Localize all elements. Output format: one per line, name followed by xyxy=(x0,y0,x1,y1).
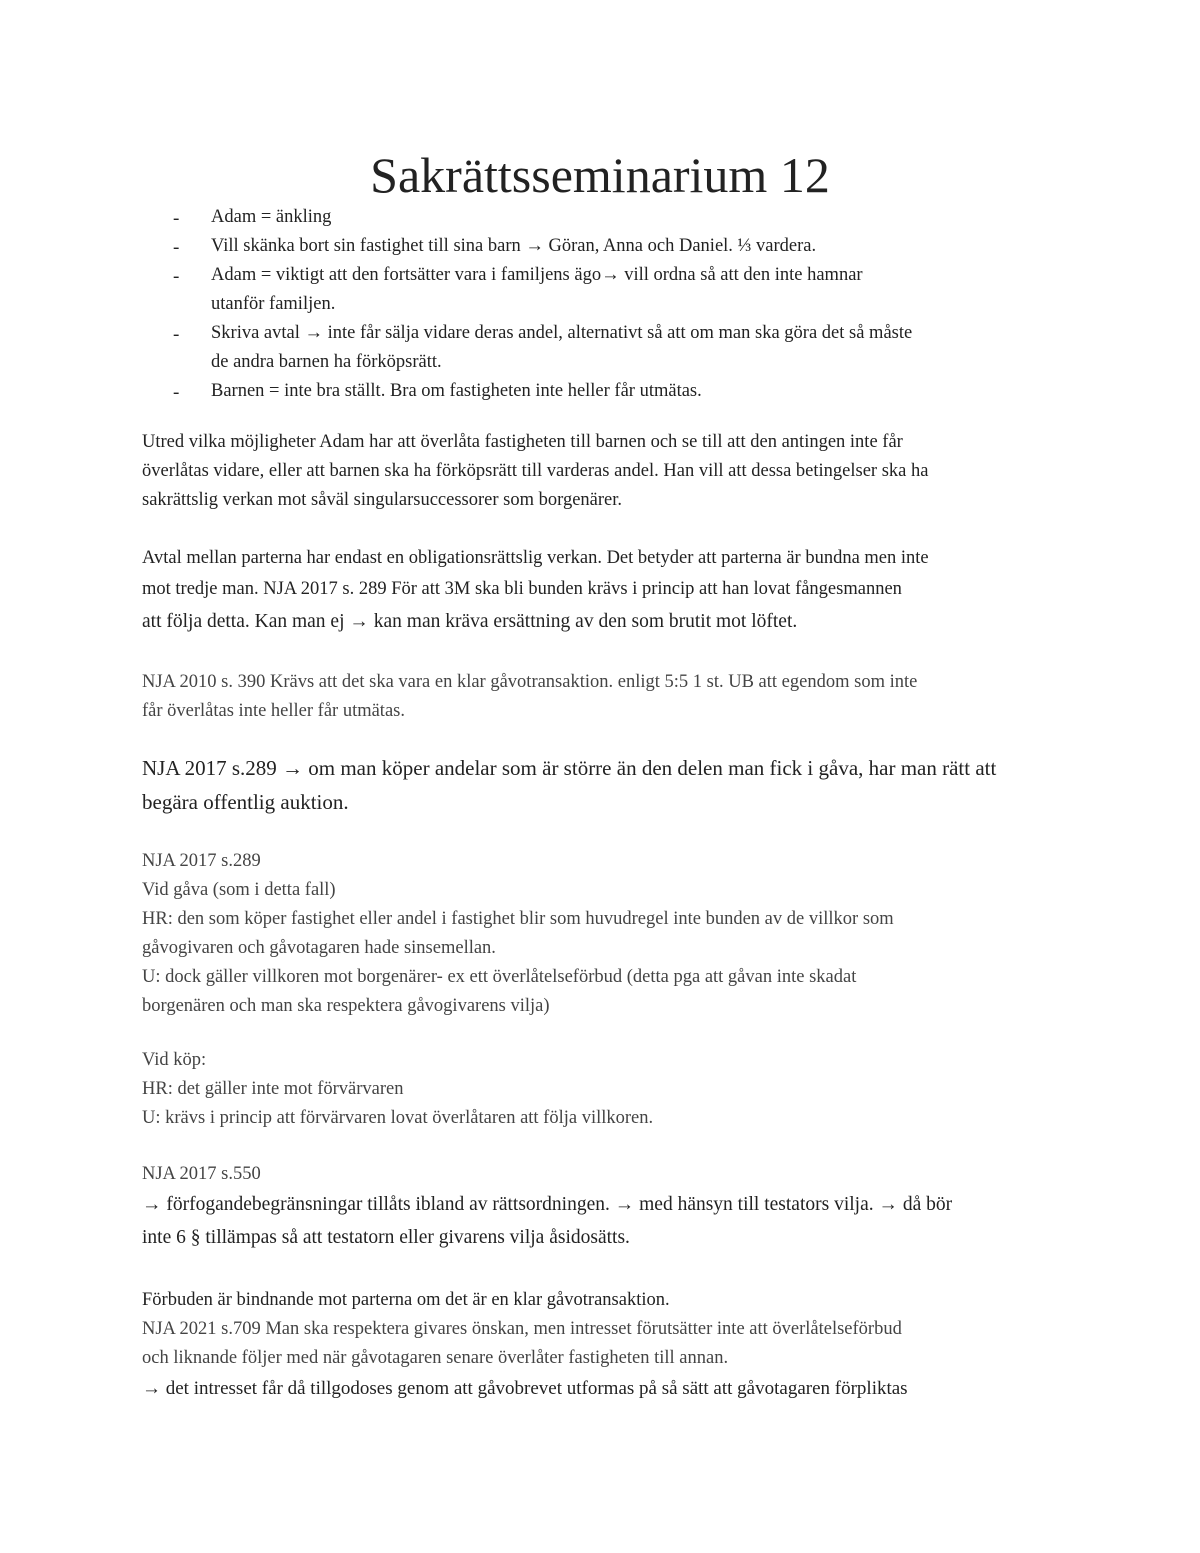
paragraph-line: inte 6 § tillämpas så att testatorn eller givarens vilja åsidosätts. xyxy=(142,1227,630,1248)
bullet-marker: - xyxy=(173,266,180,287)
bullet-text-line: de andra barnen ha förköpsrätt. xyxy=(211,352,442,372)
bullet-text-line: Adam = änkling xyxy=(211,207,332,227)
paragraph-line: Vid gåva (som i detta fall) xyxy=(142,880,336,900)
paragraph-line: NJA 2017 s.289 → om man köper andelar som är större än den delen man fick i gåva, har man rätt att xyxy=(142,756,997,780)
paragraph-vid-kop xyxy=(142,1046,1072,1133)
bullet-text-line: Adam = viktigt att den fortsätter vara i familjens ägo→ vill ordna så att den inte hamnar xyxy=(211,265,863,285)
paragraph-line: Förbuden är bindnande mot parterna om det är en klar gåvotransaktion. xyxy=(142,1290,670,1310)
paragraph-line: och liknande följer med när gåvotagaren senare överlåter fastigheten till annan. xyxy=(142,1348,729,1368)
paragraph-line: HR: det gäller inte mot förvärvaren xyxy=(142,1079,404,1099)
paragraph-line: överlåtas vidare, eller att barnen ska ha förköpsrätt till varderas andel. Han vill att dessa betingelser ska ha xyxy=(142,461,929,481)
paragraph-line: NJA 2010 s. 390 Krävs att det ska vara en klar gåvotransaktion. enligt 5:5 1 st. UB att egendom som inte xyxy=(142,672,918,692)
paragraph-line: NJA 2017 s.289 xyxy=(142,851,261,871)
paragraph-nja-2010 xyxy=(142,668,1072,726)
paragraph-line: mot tredje man. NJA 2017 s. 289 För att 3M ska bli bunden krävs i princip att han lovat fångesmannen xyxy=(142,579,902,599)
paragraph-line: → förfogandebegränsningar tillåts ibland av rättsordningen. → med hänsyn till testators vilja. → då bör xyxy=(142,1194,953,1215)
paragraph-line: Vid köp: xyxy=(142,1050,207,1070)
paragraph-line: NJA 2021 s.709 Man ska respektera givares önskan, men intresset förutsätter inte att överlåtelseförbud xyxy=(142,1319,902,1339)
paragraph-line: U: krävs i princip att förvärvaren lovat överlåtaren att följa villkoren. xyxy=(142,1108,654,1128)
bullet-item xyxy=(173,319,1053,377)
paragraph-line: → det intresset får då tillgodoses genom att gåvobrevet utformas på så sätt att gåvotagaren förpliktas xyxy=(142,1378,908,1399)
paragraph-line: U: dock gäller villkoren mot borgenärer- ex ett överlåtelseförbud (detta pga att gåvan inte skadat xyxy=(142,967,857,987)
paragraph-line: sakrättslig verkan mot såväl singularsuccessorer som borgenärer. xyxy=(142,490,623,510)
paragraph-task xyxy=(142,428,1072,515)
bullet-item xyxy=(173,377,1053,406)
paragraph-line: att följa detta. Kan man ej → kan man kräva ersättning av den som brutit mot löftet. xyxy=(142,611,798,632)
bullet-list xyxy=(173,203,1053,406)
paragraph-line: Utred vilka möjligheter Adam har att överlåta fastigheten till barnen och se till att den antingen inte får xyxy=(142,432,903,452)
paragraph-nja-2017-gava xyxy=(142,847,1072,1021)
paragraph-line: gåvogivaren och gåvotagaren hade sinsemellan. xyxy=(142,938,496,958)
paragraph-line: NJA 2017 s.550 xyxy=(142,1164,261,1184)
bullet-marker: - xyxy=(173,324,180,345)
paragraph-nja-2017-auktion xyxy=(142,751,1072,819)
paragraph-line: Avtal mellan parterna har endast en obligationsrättslig verkan. Det betyder att parterna är bundna men inte xyxy=(142,548,929,568)
bullet-text-line: Barnen = inte bra ställt. Bra om fastigheten inte heller får utmätas. xyxy=(211,381,702,401)
bullet-text-line: utanför familjen. xyxy=(211,294,336,314)
bullet-marker: - xyxy=(173,382,180,403)
paragraph-nja-2017-550 xyxy=(142,1160,1072,1255)
paragraph-line: begära offentlig auktion. xyxy=(142,790,349,814)
bullet-marker: - xyxy=(173,237,180,258)
bullet-item xyxy=(173,203,1053,232)
bullet-item xyxy=(173,232,1053,261)
bullet-text-line: Skriva avtal → inte får sälja vidare deras andel, alternativt så att om man ska göra det så måste xyxy=(211,323,913,343)
bullet-item xyxy=(173,261,1053,319)
bullet-marker: - xyxy=(173,208,180,229)
paragraph-line: HR: den som köper fastighet eller andel i fastighet blir som huvudregel inte bunden av de villkor som xyxy=(142,909,894,929)
paragraph-line: får överlåtas inte heller får utmätas. xyxy=(142,701,405,721)
document-title: Sakrättsseminarium 12 xyxy=(370,147,830,203)
paragraph-avtal xyxy=(142,543,1072,639)
paragraph-line: borgenären och man ska respektera gåvogivarens vilja) xyxy=(142,996,550,1016)
paragraph-forbuden xyxy=(142,1286,1072,1404)
bullet-text-line: Vill skänka bort sin fastighet till sina barn → Göran, Anna och Daniel. ⅓ vardera. xyxy=(211,236,817,256)
